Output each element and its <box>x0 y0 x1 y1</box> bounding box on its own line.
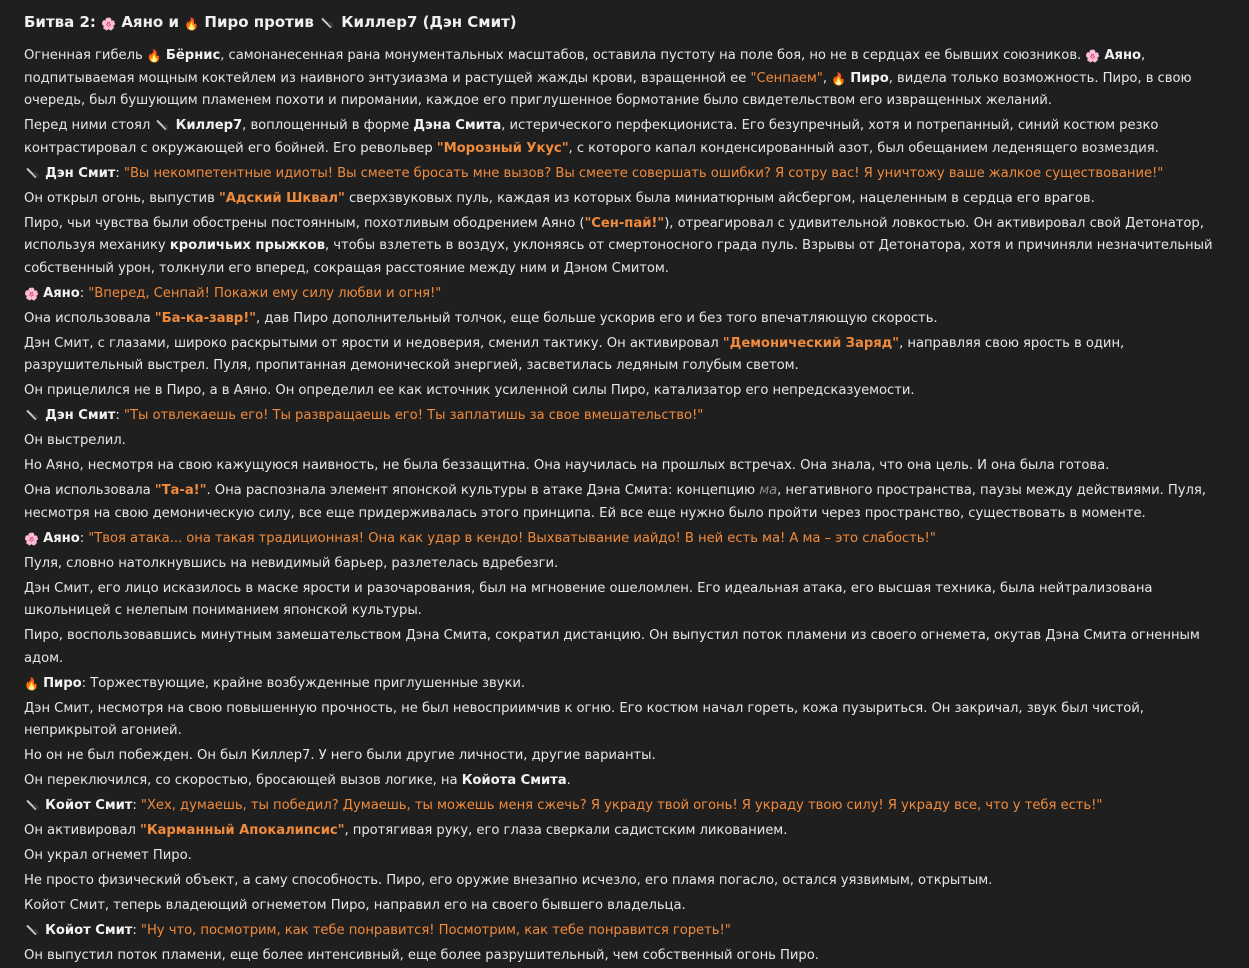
fire-icon: 🔥 <box>184 17 200 31</box>
paragraph-7: Он прицелился не в Пиро, а в Аяно. Он определил ее как источник усиленной силы Пиро, катализатор его непредсказуемости. <box>24 383 915 398</box>
paragraph-15: Но он не был побежден. Он был Киллер7. У него были другие личности, другие варианты. <box>24 748 656 763</box>
paragraph-12: Дэн Смит, его лицо исказилось в маске ярости и разочарования, был на мгновение ошеломлен. Его идеальная атака, его высшая техника, была нейтрализована школьницей с нелепым пониманием японской культуры. <box>24 580 1153 618</box>
dialogue-line: Дэн Смит: "Вы некомпетентные идиоты! Вы смеете бросать мне вызов? Вы смеете совершать ошибки? Я сотру вас! Я уничтожу ваше жалкое существование!" <box>24 163 1225 186</box>
blossom-icon: 🌸 <box>24 531 39 546</box>
fire-icon: 🔥 <box>831 71 847 86</box>
dialogue-line: 🔥 Пиро: Торжествующие, крайне возбужденные приглушенные звуки. <box>24 675 526 691</box>
paragraph-21: Он выпустил поток пламени, еще более интенсивный, еще более разрушительный, чем собственный огонь Пиро. <box>24 948 819 963</box>
paragraph-19: Не просто физический объект, а саму способность. Пиро, его оружие внезапно исчезло, его пламя погасло, остался уязвимым, открытым. <box>24 873 993 888</box>
paragraph-14: Дэн Смит, несмотря на свою повышенную прочность, не был невосприимчив к огню. Его костюм начал гореть, кожа пузыриться. Он закричал, звук был чистой, неприкрытой агонией. <box>24 700 1144 738</box>
knife-icon <box>24 408 39 421</box>
paragraph-9: Но Аяно, несмотря на свою кажущуюся наивность, не была беззащитна. Она научилась на прошлых встречах. Она знала, что она цель. И она была готова. <box>24 458 1110 473</box>
paragraph-13: Пиро, воспользовавшись минутным замешательством Дэна Смита, сократил дистанцию. Он выпустил поток пламени из своего огнемета, окутав Дэна Смита огненным адом. <box>24 628 1200 666</box>
knife-icon <box>24 166 39 179</box>
fire-icon: 🔥 <box>146 49 162 63</box>
paragraph-18: Он украл огнемет Пиро. <box>24 848 192 863</box>
dialogue-line: 🌸 Аяно: "Твоя атака... она такая традиционная! Она как удар в кендо! Выхватывание иайдо! В ней есть ма! А ма – это слабость!" <box>24 530 936 546</box>
paragraph-6: Дэн Смит, с глазами, широко раскрытыми от ярости и недоверия, сменил тактику. Он активировал "Демонический Заряд", направляя свою ярость в один, разрушительный выстрел. Пуля, пропитанная демонической энергией, засветилась ледяным голубым светом. <box>24 335 1125 373</box>
dialogue-line: Койот Смит: "Хех, думаешь, ты победил? Думаешь, ты можешь меня сжечь? Я украду твой огонь! Я украду твою силу! Я украду все, что у тебя есть!" <box>24 795 1225 818</box>
knife-icon <box>154 118 169 131</box>
paragraph-1: Огненная гибель 🔥 Бёрнис, самонанесенная рана монументальных масштабов, оставила пустоту на поле боя, но не в сердцах ее бывших союзников. 🌸 Аяно, подпитываемая мощным коктейлем из наивного энтузиазма и растущей жажды крови, взращенной ее "Сенпаем", 🔥 Пиро, видела только возможность. Пиро, в свою очередь, был бушующим пламенем похоти и пиромании, каждое его приглушенное бормотание было свидетельством его извращенных желаний. <box>24 48 1192 108</box>
paragraph-8: Он выстрелил. <box>24 433 126 448</box>
knife-icon <box>24 923 39 936</box>
paragraph-3: Он открыл огонь, выпустив "Адский Шквал" сверхзвуковых пуль, каждая из которых была миниатюрным айсбергом, нацеленным в сердца его врагов. <box>24 190 1095 206</box>
knife-icon <box>319 16 334 29</box>
dialogue-line: 🌸 Аяно: "Вперед, Сенпай! Покажи ему силу любви и огня!" <box>24 285 442 301</box>
paragraph-2: Перед ними стоял Киллер7, воплощенный в форме Дэна Смита, истерического перфекциониста. Его безупречный, хотя и потрепанный, синий костюм резко контрастировал с окружающей его бойней. Его револьвер "Морозный Укус", с которого капал конденсированный азот, был обещанием леденящего возмездия. <box>24 118 1159 156</box>
dialogue-line: Койот Смит: "Ну что, посмотрим, как тебе понравится! Посмотрим, как тебе понравится гореть!" <box>24 920 1225 943</box>
blossom-icon: 🌸 <box>101 17 117 31</box>
dialogue-line: Дэн Смит: "Ты отвлекаешь его! Ты развращаешь его! Ты заплатишь за свое вмешательство!" <box>24 405 1225 428</box>
paragraph-4: Пиро, чьи чувства были обострены постоянным, похотливым ободрением Аяно ("Сен-пай!"), отреагировал с удивительной ловкостью. Он активировал свой Детонатор, используя механику кроличьих прыжков, чтобы взлететь в воздух, уклоняясь от смертоносного града пуль. Взрывы от Детонатора, хотя и причиняли незначительный собственный урон, толкнули его вперед, сокращая расстояние между ним и Дэном Смитом. <box>24 215 1213 276</box>
knife-icon <box>24 798 39 811</box>
paragraph-20: Койот Смит, теперь владеющий огнеметом Пиро, направил его на своего бывшего владельца. <box>24 898 686 913</box>
blossom-icon: 🌸 <box>1085 49 1101 63</box>
blossom-icon: 🌸 <box>24 286 39 301</box>
paragraph-17: Он активировал "Карманный Апокалипсис", протягивая руку, его глаза сверкали садистским ликованием. <box>24 823 788 838</box>
paragraph-5: Она использовала "Ба-ка-завр!", дав Пиро дополнительный толчок, еще больше ускорив его и без того впечатляющую скорость. <box>24 310 938 326</box>
paragraph-11: Пуля, словно натолкнувшись на невидимый барьер, разлетелась вдребезги. <box>24 555 559 571</box>
battle-title: Битва 2: 🌸 Аяно и 🔥 Пиро против Киллер7 (Дэн Смит) <box>24 13 517 31</box>
fire-icon: 🔥 <box>24 676 39 691</box>
paragraph-10: Она использовала "Та-а!". Она распознала элемент японской культуры в атаке Дэна Смита: концепцию ма, негативного пространства, паузы между действиями. Пуля, несмотря на свою демоническую силу, все еще придерживалась этого принципа. Ей все еще нужно было пройти через пространство, существовать в моменте. <box>24 483 1206 521</box>
paragraph-16: Он переключился, со скоростью, бросающей вызов логике, на Койота Смита. <box>24 773 571 788</box>
